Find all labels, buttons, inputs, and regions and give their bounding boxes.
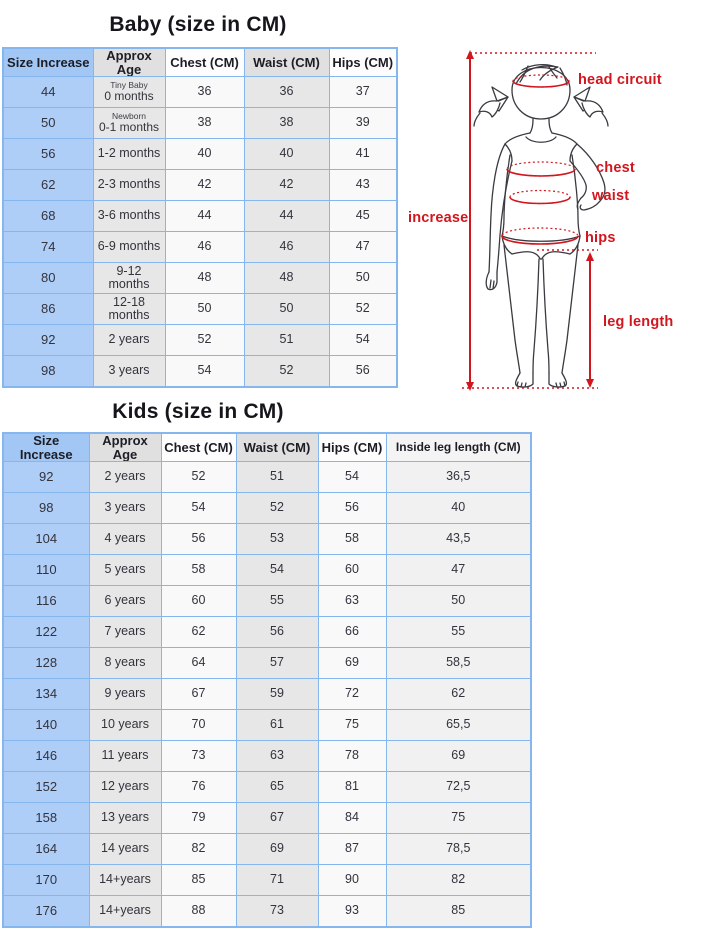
column-header: Waist (CM) (244, 48, 329, 77)
column-header: Size Increase (3, 48, 93, 77)
cell: 4 years (89, 524, 161, 555)
cell: 50 (165, 294, 244, 325)
age-note: Newborn (111, 110, 147, 121)
cell: 39 (329, 108, 397, 139)
table-row (3, 201, 397, 232)
cell: 90 (318, 865, 386, 896)
cell: 79 (161, 803, 236, 834)
cell: 69 (236, 834, 318, 865)
column-header: Chest (CM) (161, 433, 236, 462)
cell: 82 (161, 834, 236, 865)
table-row (3, 294, 397, 325)
cell: 164 (3, 834, 89, 865)
cell: 51 (244, 325, 329, 356)
cell: 40 (386, 493, 531, 524)
column-header: Approx Age (93, 48, 165, 77)
cell: 92 (3, 325, 93, 356)
cell: 140 (3, 710, 89, 741)
cell: 50 (3, 108, 93, 139)
cell: 58,5 (386, 648, 531, 679)
cell: 40 (244, 139, 329, 170)
cell: 75 (318, 710, 386, 741)
baby-size-table (2, 47, 398, 388)
cell: 98 (3, 493, 89, 524)
cell: 98 (3, 356, 93, 388)
cell: 45 (329, 201, 397, 232)
cell: 48 (165, 263, 244, 294)
table-row (3, 865, 531, 896)
cell: 81 (318, 772, 386, 803)
cell: 47 (386, 555, 531, 586)
table-row (3, 772, 531, 803)
cell: 93 (318, 896, 386, 928)
cell: 63 (318, 586, 386, 617)
cell: 47 (329, 232, 397, 263)
cell: 62 (386, 679, 531, 710)
label-leg-length: leg length (603, 314, 674, 330)
cell: 13 years (89, 803, 161, 834)
cell: 55 (236, 586, 318, 617)
cell: 6 years (89, 586, 161, 617)
cell: 3-6 months (93, 201, 165, 232)
child-figure (474, 65, 608, 387)
column-header: Approx Age (89, 433, 161, 462)
cell: 59 (236, 679, 318, 710)
cell: 53 (236, 524, 318, 555)
cell: 9 years (89, 679, 161, 710)
table-row (3, 524, 531, 555)
table-row (3, 77, 397, 108)
cell: 54 (236, 555, 318, 586)
cell: 67 (161, 679, 236, 710)
age-value: 0 months (104, 89, 154, 104)
table-row (3, 834, 531, 865)
cell: 2 years (89, 462, 161, 493)
column-header: Chest (CM) (165, 48, 244, 77)
cell: 84 (318, 803, 386, 834)
table-row (3, 108, 397, 139)
cell: 37 (329, 77, 397, 108)
cell: 52 (329, 294, 397, 325)
chest-measure-ellipse (507, 162, 575, 176)
cell: 10 years (89, 710, 161, 741)
age-note: Tiny Baby (110, 79, 148, 90)
leg-length-arrow (586, 252, 594, 388)
measurement-diagram (400, 40, 720, 410)
cell: 68 (3, 201, 93, 232)
label-head-circuit: head circuit (578, 72, 662, 88)
kids-section-title: Kids (size in CM) (112, 400, 284, 423)
cell (93, 108, 165, 139)
table-row (3, 741, 531, 772)
cell: 70 (161, 710, 236, 741)
cell: 76 (161, 772, 236, 803)
cell: 65,5 (386, 710, 531, 741)
cell: 44 (244, 201, 329, 232)
cell: 14 years (89, 834, 161, 865)
table-row (3, 263, 397, 294)
cell: 158 (3, 803, 89, 834)
cell: 75 (386, 803, 531, 834)
label-increase: increase (408, 210, 469, 226)
column-header: Size Increase (3, 433, 89, 462)
cell: 40 (165, 139, 244, 170)
cell: 46 (165, 232, 244, 263)
cell: 63 (236, 741, 318, 772)
age-value: 0-1 months (98, 120, 160, 135)
cell: 3 years (93, 356, 165, 388)
cell: 57 (236, 648, 318, 679)
cell: 12-18 months (93, 294, 165, 325)
cell: 36 (244, 77, 329, 108)
label-hips: hips (585, 230, 616, 246)
cell: 38 (165, 108, 244, 139)
cell: 66 (318, 617, 386, 648)
cell: 85 (386, 896, 531, 928)
kids-size-table (2, 432, 532, 928)
cell: 78 (318, 741, 386, 772)
cell: 87 (318, 834, 386, 865)
table-row (3, 356, 397, 388)
cell: 56 (318, 493, 386, 524)
table-row (3, 710, 531, 741)
table-row (3, 617, 531, 648)
cell: 74 (3, 232, 93, 263)
cell: 50 (386, 586, 531, 617)
cell: 2 years (93, 325, 165, 356)
table-row (3, 139, 397, 170)
cell: 80 (3, 263, 93, 294)
cell: 12 years (89, 772, 161, 803)
cell: 51 (236, 462, 318, 493)
cell: 58 (318, 524, 386, 555)
baby-section-title: Baby (size in CM) (109, 13, 287, 36)
cell: 69 (318, 648, 386, 679)
cell: 104 (3, 524, 89, 555)
cell: 54 (165, 356, 244, 388)
cell: 14+years (89, 865, 161, 896)
header-row (3, 433, 531, 462)
label-chest: chest (596, 160, 635, 176)
cell: 11 years (89, 741, 161, 772)
cell: 2-3 months (93, 170, 165, 201)
table-row (3, 232, 397, 263)
cell: 48 (244, 263, 329, 294)
cell: 14+years (89, 896, 161, 928)
cell: 6-9 months (93, 232, 165, 263)
cell: 56 (161, 524, 236, 555)
cell: 50 (329, 263, 397, 294)
cell: 41 (329, 139, 397, 170)
cell: 54 (318, 462, 386, 493)
cell: 56 (329, 356, 397, 388)
cell: 3 years (89, 493, 161, 524)
cell: 44 (165, 201, 244, 232)
cell: 43,5 (386, 524, 531, 555)
cell: 65 (236, 772, 318, 803)
cell: 9-12 months (93, 263, 165, 294)
cell: 8 years (89, 648, 161, 679)
cell: 67 (236, 803, 318, 834)
table-row (3, 586, 531, 617)
table-row (3, 648, 531, 679)
cell: 72 (318, 679, 386, 710)
cell: 60 (161, 586, 236, 617)
table-row (3, 493, 531, 524)
table-row (3, 803, 531, 834)
cell: 5 years (89, 555, 161, 586)
cell: 44 (3, 77, 93, 108)
cell: 36 (165, 77, 244, 108)
waist-measure-ellipse (510, 191, 570, 204)
cell: 52 (236, 493, 318, 524)
table-row (3, 462, 531, 493)
table-row (3, 896, 531, 928)
cell: 146 (3, 741, 89, 772)
column-header: Inside leg length (CM) (386, 433, 531, 462)
cell: 7 years (89, 617, 161, 648)
cell: 62 (161, 617, 236, 648)
cell: 92 (3, 462, 89, 493)
cell: 1-2 months (93, 139, 165, 170)
cell: 110 (3, 555, 89, 586)
cell: 60 (318, 555, 386, 586)
cell: 69 (386, 741, 531, 772)
table-row (3, 170, 397, 201)
cell: 78,5 (386, 834, 531, 865)
cell: 52 (161, 462, 236, 493)
cell: 55 (386, 617, 531, 648)
cell: 64 (161, 648, 236, 679)
cell: 54 (161, 493, 236, 524)
column-header: Hips (CM) (318, 433, 386, 462)
cell: 62 (3, 170, 93, 201)
cell: 122 (3, 617, 89, 648)
cell: 38 (244, 108, 329, 139)
cell: 61 (236, 710, 318, 741)
cell: 116 (3, 586, 89, 617)
cell: 71 (236, 865, 318, 896)
cell: 42 (165, 170, 244, 201)
cell: 46 (244, 232, 329, 263)
column-header: Hips (CM) (329, 48, 397, 77)
header-row (3, 48, 397, 77)
cell: 170 (3, 865, 89, 896)
table-row (3, 555, 531, 586)
cell: 88 (161, 896, 236, 928)
cell: 50 (244, 294, 329, 325)
cell: 72,5 (386, 772, 531, 803)
cell: 134 (3, 679, 89, 710)
table-row (3, 679, 531, 710)
cell: 82 (386, 865, 531, 896)
label-waist: waist (592, 188, 630, 204)
cell: 128 (3, 648, 89, 679)
cell: 54 (329, 325, 397, 356)
cell: 73 (161, 741, 236, 772)
table-row (3, 325, 397, 356)
cell: 52 (244, 356, 329, 388)
cell: 43 (329, 170, 397, 201)
cell: 56 (236, 617, 318, 648)
cell: 36,5 (386, 462, 531, 493)
cell: 73 (236, 896, 318, 928)
cell: 152 (3, 772, 89, 803)
cell: 86 (3, 294, 93, 325)
cell: 85 (161, 865, 236, 896)
cell (93, 77, 165, 108)
cell: 52 (165, 325, 244, 356)
column-header: Waist (CM) (236, 433, 318, 462)
cell: 42 (244, 170, 329, 201)
cell: 176 (3, 896, 89, 928)
cell: 56 (3, 139, 93, 170)
cell: 58 (161, 555, 236, 586)
